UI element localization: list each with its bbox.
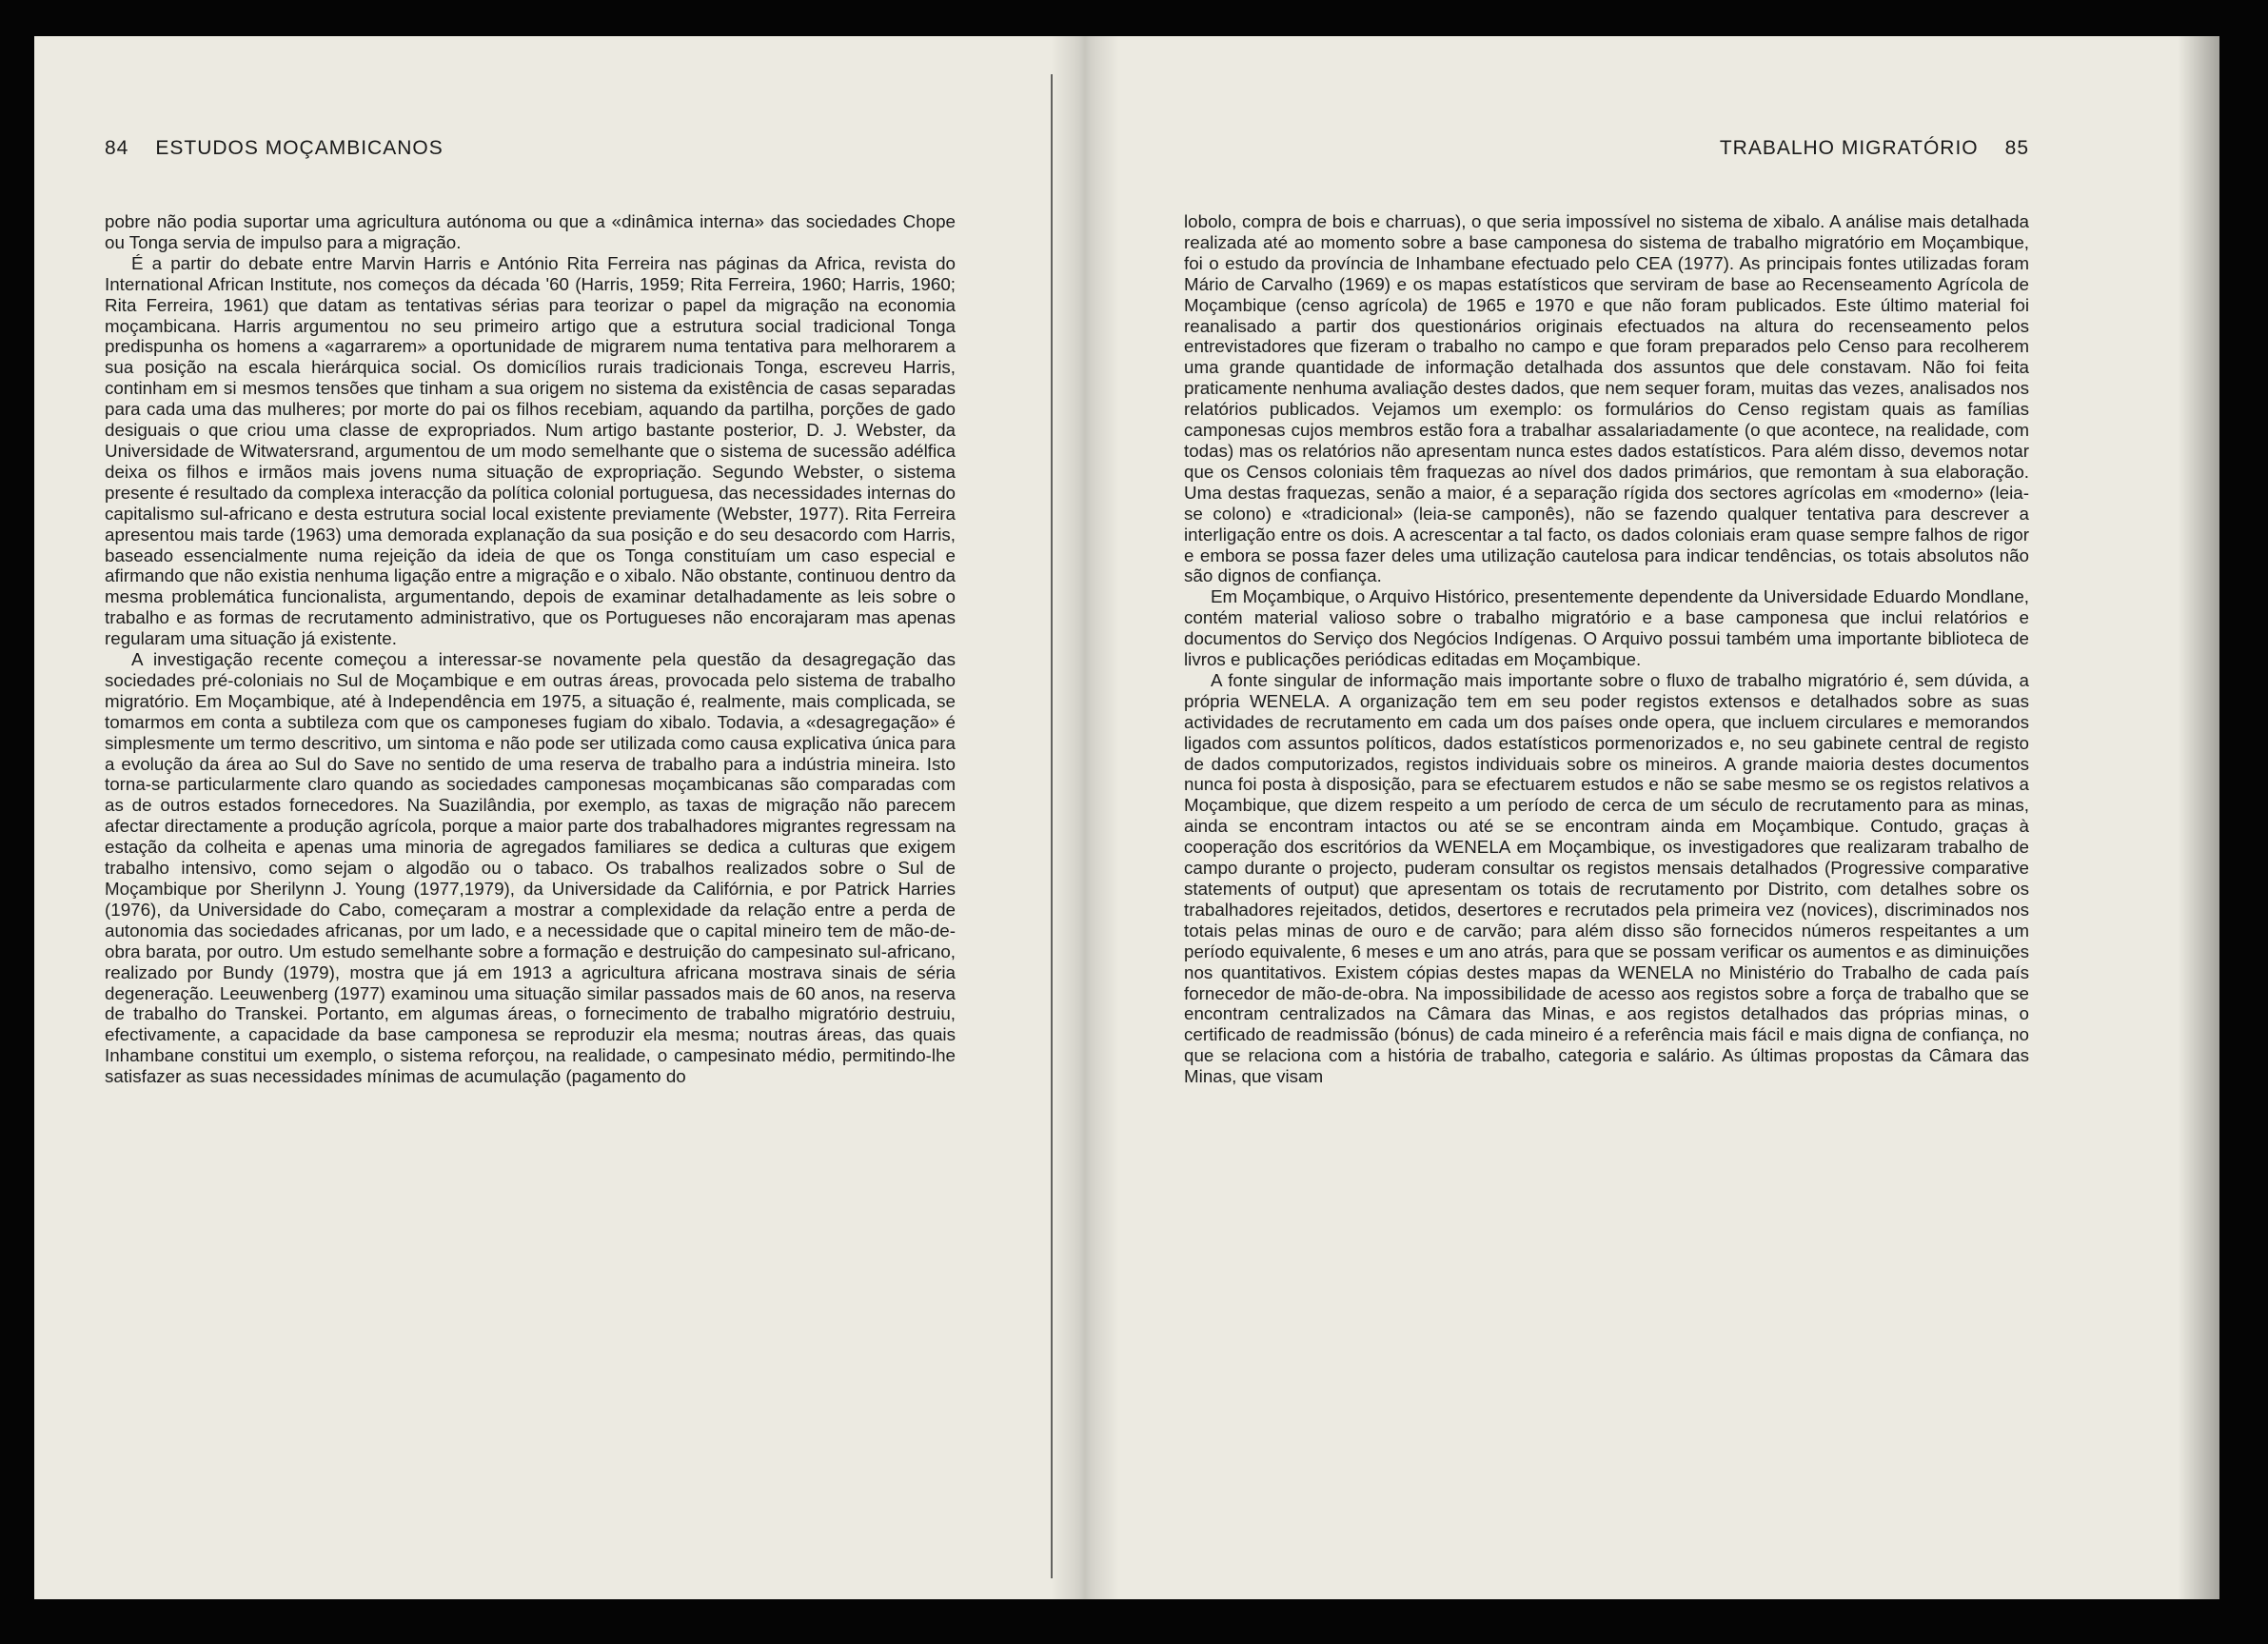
left-page-number: 84 [105,137,129,159]
left-paragraph-1: pobre não podia suportar uma agricultura autónoma ou que a «dinâmica interna» das sociedades Chope ou Tonga servia de impulso para a migração. [105,211,956,252]
left-paragraph-2: É a partir do debate entre Marvin Harris e António Rita Ferreira nas páginas da Africa, revista do International African Institute, nos começos da década '60 (Harris, 1959; Rita Ferreira, 1960; Harris, 1960; Rita Ferreira, 1961) que datam as tentativas sérias para teorizar o papel da migração na economia moçambicana. Harris argumentou no seu primeiro artigo que a estrutura social tradicional Tonga predispunha os homens a «agarrarem» a oportunidade de migrarem numa tentativa para melhorarem a sua posição na escala hierárquica social. Os domicílios rurais tradicionais Tonga, escreveu Harris, continham em si mesmos tensões que tinham a sua origem no sistema da existência de casas separadas para cada uma das mulheres; por morte do pai os filhos recebiam, aquando da partilha, porções de gado desiguais o que criou uma classe de expropriados. Num artigo bastante posterior, D. J. Webster, da Universidade de Witwatersrand, argumentou de um modo semelhante que o sistema de sucessão adélfica deixa os filhos e irmãos mais jovens numa situação de expropriação. Segundo Webster, o sistema presente é resultado da complexa interacção da política colonial portuguesa, das necessidades internas do capitalismo sul-africano e desta estrutura social local existente previamente (Webster, 1977). Rita Ferreira apresentou mais tarde (1963) uma demorada explanação da sua posição e do seu desacordo com Harris, baseado essencialmente numa rejeição da ideia de que os Tonga constituíam um caso especial e afirmando que não existia nenhuma ligação entre a migração e o xibalo. Não obstante, continuou dentro da mesma problemática funcionalista, argumentando, depois de examinar detalhadamente as leis sobre o trabalho e as formas de recrutamento administrativo, que os Portugueses não encorajaram mas apenas regularam uma situação já existente. [105,252,956,649]
right-running-title: TRABALHO MIGRATÓRIO [1719,137,1979,159]
left-running-title: ESTUDOS MOÇAMBICANOS [155,137,444,159]
book-spread [34,36,2219,1599]
right-page-number: 85 [2004,137,2029,159]
left-text-column [105,211,956,1087]
right-text-column [1184,211,2029,1087]
left-page [105,36,956,1599]
book-gutter [1051,36,1119,1599]
gutter-line [1051,74,1053,1578]
right-paragraph-3: A fonte singular de informação mais importante sobre o fluxo de trabalho migratório é, sem dúvida, a própria WENELA. A organização tem em seu poder registos extensos e detalhados sobre as suas actividades de recrutamento em cada um dos países onde opera, que incluem circulares e memorandos ligados com assuntos políticos, dados estatísticos pormenorizados e, no seu gabinete central de registo de dados computorizados, registos individuais sobre os mineiros. A grande maioria destes documentos nunca foi posta à disposição, para se efectuarem estudos e não se sabe mesmo se os registos relativos a Moçambique, que dizem respeito a um período de cerca de um século de recrutamento para as minas, ainda se encontram intactos ou até se se encontram ainda em Moçambique. Contudo, graças à cooperação dos escritórios da WENELA em Moçambique, os investigadores que realizaram trabalho de campo durante o projecto, puderam consultar os registos mensais detalhados (Progressive comparative statements of output) que apresentam os totais de recrutamento por Distrito, com detalhes sobre os trabalhadores rejeitados, detidos, desertores e recrutados pela primeira vez (novices), discriminados nos totais pelas minas de ouro e de carvão; para além disso são fornecidos números respeitantes a um período equivalente, 6 meses e um ano atrás, para que se possam verificar os aumentos e as diminuições nos quantitativos. Existem cópias destes mapas da WENELA no Ministério do Trabalho de cada país fornecedor de mão-de-obra. Na impossibilidade de acesso aos registos sobre a força de trabalho que se encontram centralizados na Câmara das Minas, e aos registos detalhados das próprias minas, o certificado de readmissão (bónus) de cada mineiro é a referência mais fácil e mais digna de confiança, no que se relaciona com a história de trabalho, categoria e salário. As últimas propostas da Câmara das Minas, que visam [1184,669,2029,1087]
left-paragraph-3: A investigação recente começou a interessar-se novamente pela questão da desagregação das sociedades pré-coloniais no Sul de Moçambique e em outras áreas, provocada pelo sistema de trabalho migratório. Em Moçambique, até à Independência em 1975, a situação é, realmente, mais complicada, se tomarmos em conta a subtileza com que os camponeses fugiam do xibalo. Todavia, a «desagregação» é simplesmente um termo descritivo, um sintoma e não pode ser utilizada como causa explicativa única para a evolução da área ao Sul do Save no sentido de uma reserva de trabalho para a indústria mineira. Isto torna-se particularmente claro quando as sociedades camponesas moçambicanas são comparadas com as de outros estados fornecedores. Na Suazilândia, por exemplo, as taxas de migração não parecem afectar directamente a produção agrícola, porque a maior parte dos trabalhadores migrantes regressam na estação da colheita e apenas uma minoria de agregados familiares se dedica a culturas que exigem trabalho intensivo, como sejam o algodão ou o tabaco. Os trabalhos realizados sobre o Sul de Moçambique por Sherilynn J. Young (1977,1979), da Universidade da Califórnia, e por Patrick Harries (1976), da Universidade do Cabo, começaram a mostrar a complexidade da relação entre a perda de autonomia das sociedades africanas, por um lado, e a necessidade que o capital mineiro tem de mão-de-obra barata, por outro. Um estudo semelhante sobre a formação e destruição do campesinato sul-africano, realizado por Bundy (1979), mostra que já em 1913 a agricultura africana mostrava sinais de séria degeneração. Leeuwenberg (1977) examinou uma situação similar passados mais de 60 anos, na reserva de trabalho do Transkei. Portanto, em algumas áreas, o fornecimento de trabalho migratório destruiu, efectivamente, a capacidade da base camponesa se reproduzir ela mesma; noutras áreas, das quais Inhambane constitui um exemplo, o sistema reforçou, na realidade, o campesinato médio, permitindo-lhe satisfazer as suas necessidades mínimas de acumulação (pagamento do [105,649,956,1087]
right-paragraph-2: Em Moçambique, o Arquivo Histórico, presentemente dependente da Universidade Eduardo Mondlane, contém material valioso sobre o trabalho migratório e a base camponesa que inclui relatórios e documentos do Serviço dos Negócios Indígenas. O Arquivo possui também uma importante biblioteca de livros e publicações periódicas editadas em Moçambique. [1184,586,2029,670]
page-edge-shadow [2178,36,2219,1599]
right-page [1184,36,2029,1599]
left-running-head [105,137,444,160]
right-running-head [1720,137,2029,160]
right-paragraph-1: lobolo, compra de bois e charruas), o que seria impossível no sistema de xibalo. A análise mais detalhada realizada até ao momento sobre a base camponesa do sistema de trabalho migratório em Moçambique, foi o estudo da província de Inhambane efectuado pelo CEA (1977). As principais fontes utilizadas foram Mário de Carvalho (1969) e os mapas estatísticos que serviram de base ao Recenseamento Agrícola de Moçambique (censo agrícola) de 1965 e 1970 e que não foram publicados. Este último material foi reanalisado a partir dos questionários originais efectuados na altura do recenseamento pelos entrevistadores que fizeram o trabalho no campo e que foram preparados pelo Censo para recolherem uma grande quantidade de informação detalhada dos assuntos que dele constavam. Não foi feita praticamente nenhuma avaliação destes dados, que nem sequer foram, muitas das vezes, analisados nos relatórios publicados. Vejamos um exemplo: os formulários do Censo registam quais as famílias camponesas cujos membros estão fora a trabalhar assalariadamente (o que acontece, na realidade, com todas) mas os relatórios não apresentam nunca estes dados estatísticos. Para além disso, devemos notar que os Censos coloniais têm fraquezas ao nível dos dados primários, que remontam à sua elaboração. Uma destas fraquezas, senão a maior, é a separação rígida dos sectores agrícolas em «moderno» (leia-se colono) e «tradicional» (leia-se camponês), não se fazendo qualquer tentativa para descrever a interligação entre os dois. A acrescentar a tal facto, os dados coloniais eram quase sempre falhos de rigor e embora se possa fazer deles uma utilização cautelosa para indicar tendências, os totais absolutos não são dignos de confiança. [1184,211,2029,586]
